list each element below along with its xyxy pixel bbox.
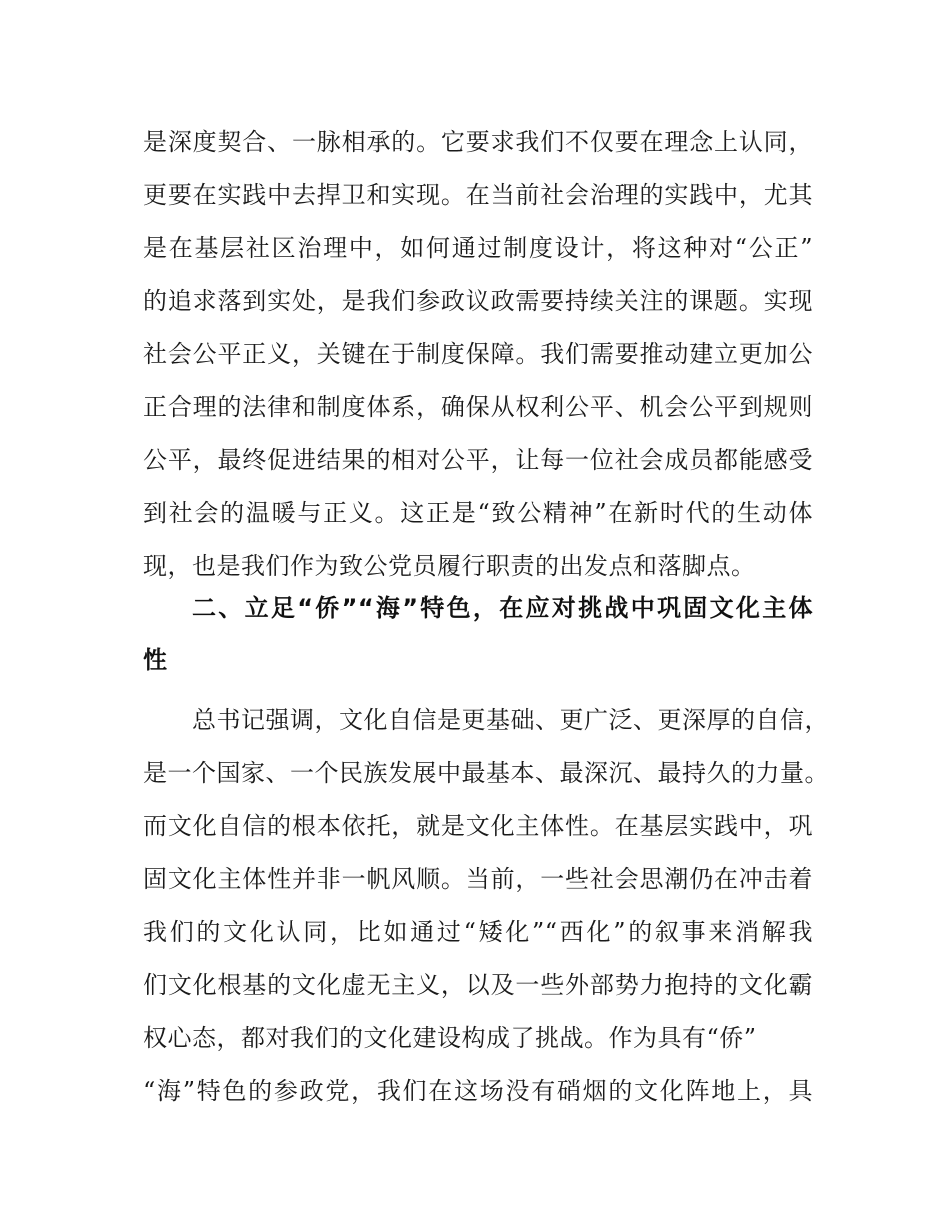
text-line: 是深度契合、一脉相承的。它要求我们不仅要在理念上认同， <box>143 128 813 156</box>
text-line: 们文化根基的文化虚无主义，以及一些外部势力抱持的文化霸 <box>143 971 813 999</box>
text-line: 的追求落到实处，是我们参政议政需要持续关注的课题。实现 <box>143 287 813 315</box>
text-line: 更要在实践中去捍卫和实现。在当前社会治理的实践中，尤其 <box>143 181 813 209</box>
text-line: 权心态，都对我们的文化建设构成了挑战。作为具有“侨” <box>143 1024 757 1052</box>
text-line: 是一个国家、一个民族发展中最基本、最深沉、最持久的力量。 <box>143 759 829 787</box>
text-line: 是在基层社区治理中，如何通过制度设计，将这种对“公正” <box>143 234 813 262</box>
heading-line: 性 <box>143 646 168 674</box>
text-line: 总书记强调，文化自信是更基础、更广泛、更深厚的自信， <box>192 706 829 734</box>
text-line: “海”特色的参政党，我们在这场没有硝烟的文化阵地上，具 <box>143 1077 813 1105</box>
text-line: 到社会的温暖与正义。这正是“致公精神”在新时代的生动体 <box>143 499 813 527</box>
text-line: 社会公平正义，关键在于制度保障。我们需要推动建立更加公 <box>143 340 813 368</box>
text-line: 现，也是我们作为致公党员履行职责的出发点和落脚点。 <box>143 552 756 580</box>
text-line: 我们的文化认同，比如通过“矮化”“西化”的叙事来消解我 <box>143 918 813 946</box>
text-line: 而文化自信的根本依托，就是文化主体性。在基层实践中，巩 <box>143 812 813 840</box>
text-line: 公平，最终促进结果的相对公平，让每一位社会成员都能感受 <box>143 446 813 474</box>
text-line: 正合理的法律和制度体系，确保从权利公平、机会公平到规则 <box>143 393 813 421</box>
heading-line: 二、立足“侨”“海”特色，在应对挑战中巩固文化主体 <box>192 594 813 622</box>
text-line: 固文化主体性并非一帆风顺。当前，一些社会思潮仍在冲击着 <box>143 865 813 893</box>
